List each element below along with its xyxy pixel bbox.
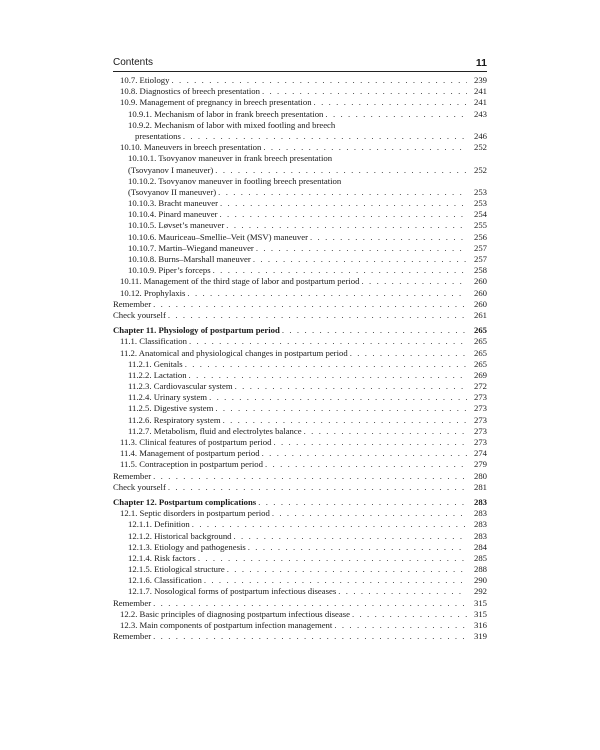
toc-page-number: 272 [473,381,487,392]
toc-page-number: 283 [473,496,487,507]
toc-entry [113,426,487,437]
toc-dot-leader [187,288,467,299]
toc-entry [113,448,487,459]
toc-entry-title: 11.2.7. Metabolism, fluid and electrolytes balance [128,425,302,436]
toc-entry [113,176,487,187]
toc-entry-title: 11.5. Contraception in postpartum period [120,459,263,470]
toc-entry-title: 12.1.4. Risk factors [128,552,196,563]
toc-entry-title: 10.9.2. Mechanism of labor with mixed footling and breech [128,119,336,130]
toc-entry [113,482,487,493]
toc-entry [113,620,487,631]
toc-dot-leader [362,276,468,287]
toc-dot-leader [189,336,467,347]
toc-entry [113,575,487,586]
toc-entry-title: 11.2.2. Lactation [128,369,187,380]
toc-entry [113,254,487,265]
toc-page-number: 319 [473,631,487,642]
toc-dot-leader [262,86,467,97]
toc-entry [113,370,487,381]
toc-dot-leader [338,586,467,597]
toc-dot-leader [209,392,467,403]
toc-page-number: 265 [473,358,487,369]
toc-entry [113,243,487,254]
toc-dot-leader [189,370,467,381]
toc-entry-title: Check yourself [113,309,166,320]
toc-entry [113,75,487,86]
toc-entry [113,265,487,276]
toc-entry [113,336,487,347]
toc-entry-title: Remember [113,597,152,608]
toc-entry [113,542,487,553]
toc-entry-title: 11.2. Anatomical and physiological changes in postpartum period [120,347,348,358]
toc-page-number: 252 [473,164,487,175]
toc-entry-title: 10.9.1. Mechanism of labor in frank breech presentation [128,108,324,119]
toc-dot-leader [213,265,467,276]
toc-dot-leader [215,165,467,176]
toc-entry-title: 12.3. Main components of postpartum infection management [120,620,333,630]
running-header-title: Contents [113,57,154,68]
toc-page-number: 290 [473,575,487,586]
toc-entry [113,631,487,642]
toc-page-number: 260 [473,287,487,298]
toc-dot-leader [192,519,467,530]
toc-entry-title: 12.1.3. Etiology and pathogenesis [128,541,246,552]
toc-page-number: 257 [473,242,487,253]
toc-entry [113,142,487,153]
toc-entry-title: 10.10.3. Bracht maneuver [128,198,218,209]
toc-dot-leader [153,598,467,609]
toc-page-number: 260 [473,276,487,287]
toc-page-number: 269 [473,369,487,380]
toc-dot-leader [168,482,467,493]
document-page [113,56,487,642]
toc-entry-title: 12.2. Basic principles of diagnosing postpartum infectious disease [120,608,350,619]
toc-entry-title: Remember [113,470,152,481]
toc-dot-leader [215,403,467,414]
toc-entry-title: 10.10. Maneuvers in breech presentation [120,142,262,153]
toc-entry [113,392,487,403]
toc-dot-leader [352,609,467,620]
toc-page-number: 260 [473,298,487,309]
toc-page-number: 265 [473,325,487,336]
toc-entry-title: Chapter 11. Physiology of postpartum period [113,325,280,336]
toc-page-number: 239 [473,75,487,85]
toc-dot-leader [168,310,467,321]
toc-page-number: 265 [473,336,487,347]
toc-entry-title: 10.11. Management of the third stage of labor and postpartum period [120,276,360,287]
toc-entry [113,288,487,299]
toc-dot-leader [223,415,467,426]
toc-dot-leader [198,553,467,564]
toc-entry [113,564,487,575]
toc-entry-title: 10.10.5. Løvset’s maneuver [128,220,225,231]
toc-chapter-entry [113,497,487,508]
toc-page-number: 284 [473,541,487,552]
toc-page-number: 273 [473,425,487,436]
toc-page-number: 246 [473,130,487,141]
toc-entry [113,437,487,448]
toc-entry-title: 12.1. Septic disorders in postpartum period [120,508,270,519]
toc-entry-title: 11.2.3. Cardiovascular system [128,381,233,392]
toc-page-number: 283 [473,508,487,519]
toc-dot-leader [262,448,467,459]
toc-entry-title: presentations [135,130,181,141]
toc-entry-title: 10.10.1. Tsovyanov maneuver in frank breech presentation [128,153,333,164]
toc-page-number: 257 [473,254,487,264]
table-of-contents [113,75,487,642]
toc-entry [113,198,487,209]
toc-entry [113,609,487,620]
toc-page-number: 253 [473,198,487,209]
toc-entry-title: 10.10.9. Piper’s forceps [128,265,211,276]
running-header [113,56,487,70]
toc-dot-leader [234,531,467,542]
toc-page-number: 315 [473,608,487,619]
toc-dot-leader [256,243,467,254]
toc-entry-title: (Tsovyanov I maneuver) [128,164,214,175]
toc-page-number: 279 [473,459,487,470]
toc-entry-title: 12.1.2. Historical background [128,530,232,541]
toc-entry [113,187,487,198]
toc-entry-title: 11.2.1. Genitals [128,358,183,369]
toc-entry [113,459,487,470]
toc-entry [113,381,487,392]
toc-entry-title: 12.1.1. Definition [128,519,190,530]
toc-dot-leader [218,187,467,198]
toc-entry-title: 11.2.5. Digestive system [128,403,214,414]
toc-page-number: 256 [473,231,487,242]
toc-dot-leader [304,426,467,437]
toc-page-number: 281 [473,481,487,492]
toc-entry [113,97,487,108]
toc-dot-leader [153,631,467,642]
toc-dot-leader [153,299,467,310]
toc-dot-leader [253,254,467,265]
toc-entry [113,86,487,97]
toc-dot-leader [248,542,467,553]
toc-entry-title: 10.10.7. Martin–Wiegand maneuver [128,242,254,253]
toc-dot-leader [263,142,467,153]
toc-dot-leader [272,508,467,519]
toc-entry-title: (Tsovyanov II maneuver) [128,186,217,197]
toc-page-number: 285 [473,552,487,563]
toc-dot-leader [171,75,467,86]
toc-entry [113,153,487,164]
toc-page-number: 241 [473,86,487,97]
toc-dot-leader [310,232,467,243]
toc-dot-leader [153,471,467,482]
toc-page-number: 273 [473,392,487,403]
toc-entry [113,553,487,564]
toc-entry [113,531,487,542]
toc-page-number: 273 [473,414,487,425]
toc-entry-title: 10.10.6. Mauriceau–Smellie–Veit (MSV) maneuver [128,231,308,242]
toc-entry-title: 11.2.6. Respiratory system [128,414,221,425]
toc-entry [113,348,487,359]
toc-entry [113,209,487,220]
toc-entry-title: 12.1.6. Classification [128,575,202,586]
toc-entry [113,120,487,131]
toc-dot-leader [185,359,467,370]
toc-entry [113,403,487,414]
toc-dot-leader [235,381,467,392]
toc-page-number: 241 [473,97,487,108]
toc-page-number: 255 [473,220,487,231]
toc-page-number: 316 [473,620,487,630]
toc-page-number: 315 [473,597,487,608]
toc-page-number: 253 [473,186,487,197]
toc-entry [113,519,487,530]
toc-page-number: 243 [473,108,487,119]
toc-page-number: 265 [473,347,487,358]
toc-page-number: 280 [473,470,487,481]
toc-page-number: 261 [473,309,487,320]
toc-entry-title: 10.8. Diagnostics of breech presentation [120,86,260,97]
toc-entry-title: Remember [113,631,152,642]
toc-dot-leader [325,109,467,120]
toc-page-number: 258 [473,265,487,276]
toc-entry-title: 11.1. Classification [120,336,187,347]
toc-entry [113,415,487,426]
toc-dot-leader [220,209,467,220]
toc-entry-title: 11.4. Management of postpartum period [120,448,260,459]
toc-entry-title: 11.2.4. Urinary system [128,392,208,403]
toc-page-number: 283 [473,530,487,541]
toc-entry [113,109,487,120]
header-rule [113,71,487,72]
toc-entry [113,508,487,519]
toc-entry [113,165,487,176]
page-number: 11 [475,57,487,69]
toc-entry-title: 10.12. Prophylaxis [120,287,186,298]
toc-dot-leader [265,459,467,470]
toc-dot-leader [220,198,467,209]
toc-dot-leader [204,575,467,586]
toc-dot-leader [273,437,467,448]
toc-page-number: 273 [473,403,487,414]
toc-page-number: 283 [473,519,487,530]
toc-entry-title: 10.7. Etiology [120,75,170,85]
toc-entry [113,586,487,597]
toc-entry [113,220,487,231]
toc-entry-title: 11.3. Clinical features of postpartum period [120,437,272,447]
toc-entry-title: Remember [113,298,152,309]
toc-entry [113,359,487,370]
toc-dot-leader [226,220,467,231]
toc-entry-title: 10.10.4. Pinard maneuver [128,209,218,220]
toc-entry-title: 10.9. Management of pregnancy in breech presentation [120,97,312,108]
toc-page-number: 273 [473,437,487,447]
toc-entry-title: Chapter 12. Postpartum complications [113,496,257,507]
toc-dot-leader [183,131,467,142]
toc-page-number: 288 [473,564,487,575]
toc-page-number: 252 [473,142,487,153]
toc-chapter-entry [113,325,487,336]
toc-page-number: 274 [473,448,487,459]
toc-entry-title: 10.10.2. Tsovyanov maneuver in footling breech presentation [128,175,342,186]
toc-dot-leader [258,497,467,508]
toc-entry [113,598,487,609]
toc-entry-title: 12.1.7. Nosological forms of postpartum infectious diseases [128,586,337,597]
toc-entry [113,131,487,142]
toc-dot-leader [282,325,467,336]
toc-entry [113,232,487,243]
toc-entry [113,299,487,310]
toc-entry [113,276,487,287]
toc-dot-leader [350,348,467,359]
toc-entry-title: Check yourself [113,481,166,492]
toc-dot-leader [227,564,467,575]
toc-entry [113,471,487,482]
toc-entry [113,310,487,321]
toc-dot-leader [314,97,467,108]
toc-entry-title: 12.1.5. Etiological structure [128,564,225,575]
toc-page-number: 254 [473,209,487,220]
toc-entry-title: 10.10.8. Burns–Marshall maneuver [128,254,251,264]
toc-dot-leader [334,620,467,631]
toc-page-number: 292 [473,586,487,597]
